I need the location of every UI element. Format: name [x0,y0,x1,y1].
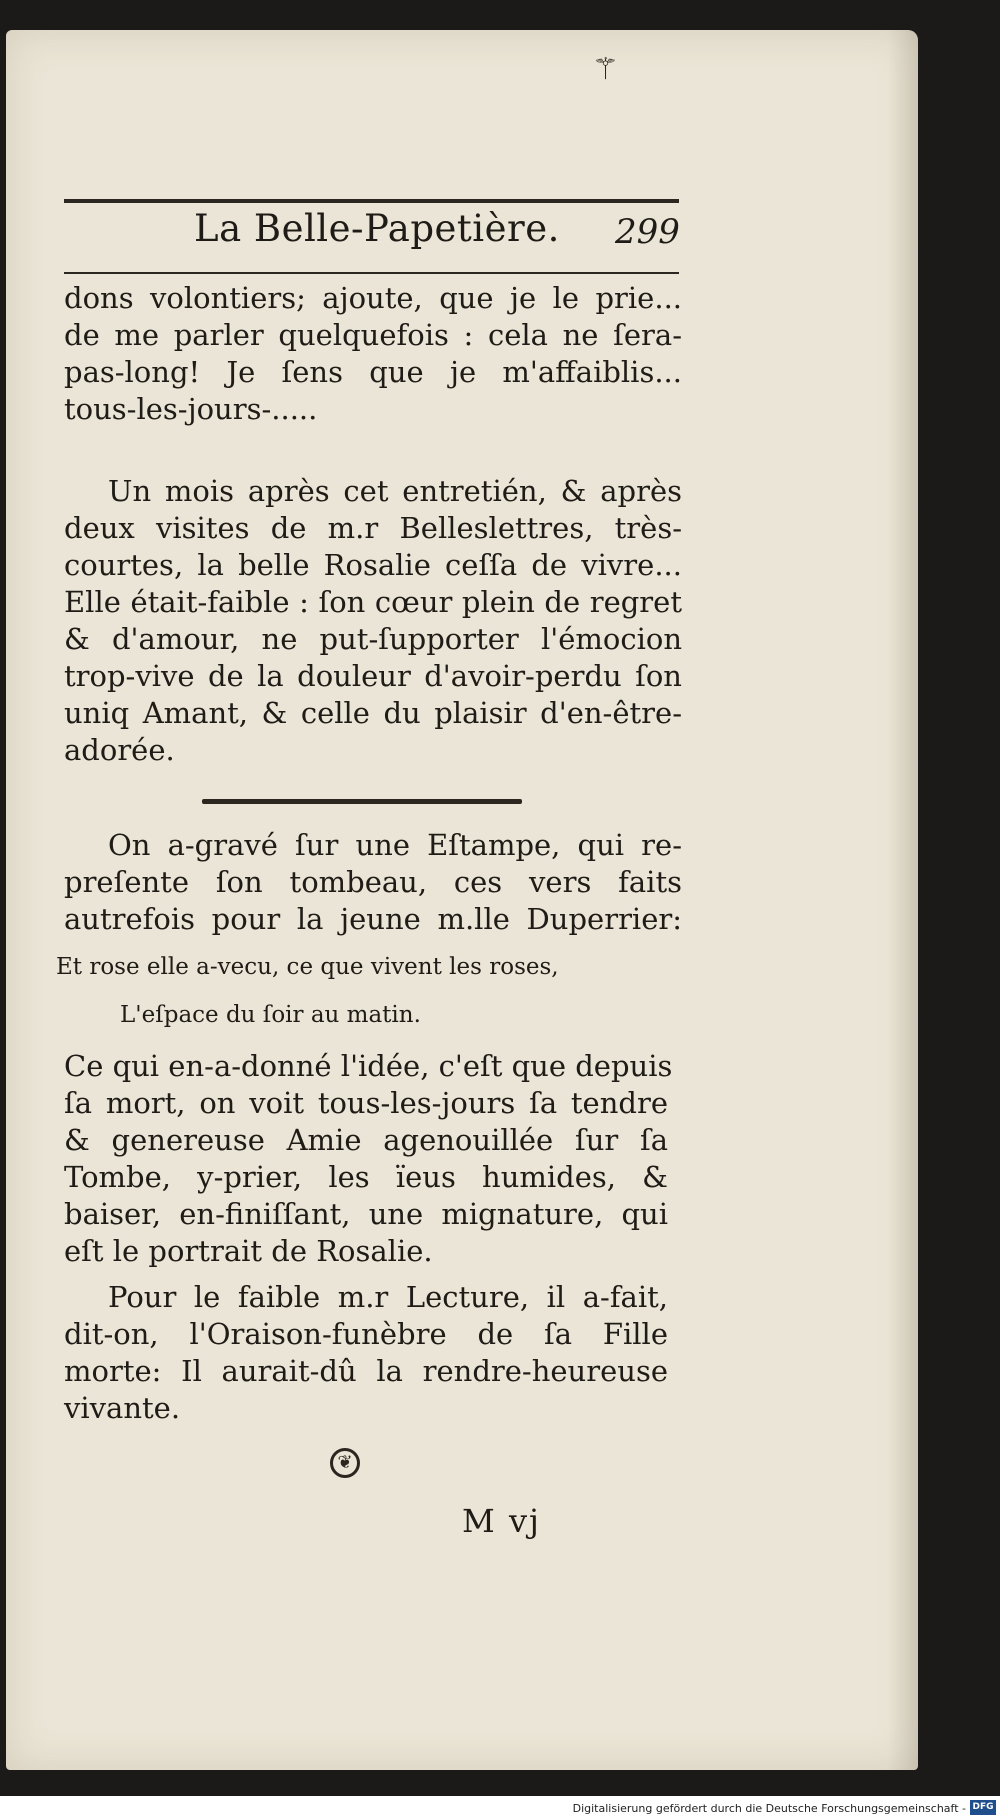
header-rule-bottom [64,272,679,274]
text-line: Pour le faible m.r Lecture, il a-fait, [108,1280,668,1314]
text-line: deux visites de m.r Belleslettres, très- [64,511,682,545]
text-line: On a-gravé ſur une Eſtampe, qui re- [108,828,682,862]
footer-bar [0,1796,1000,1818]
text-line: & genereuse Amie agenouillée ſur ſa [64,1123,668,1157]
fleuron-ornament-icon: ❦ [330,1448,360,1478]
page-number: 299 [615,212,680,252]
page-edge-shadow [888,30,918,1770]
verse-line: Et rose elle a-vecu, ce que vivent les roses, [56,954,559,980]
text-line: uniq Amant, & celle du plaisir d'en-être- [64,696,682,730]
verse-line: L'eſpace du ſoir au matin. [120,1002,421,1028]
paragraph-1 [64,280,682,428]
text-line: Un mois après cet entretién, & après [108,474,682,508]
footer-credit: Digitalisierung gefördert durch die Deutsche Forschungsgemeinschaft - [572,1802,966,1815]
text-line: autrefois pour la jeune m.lle Duperrier: [64,902,682,936]
text-line: dit-on, l'Oraison-funèbre de ſa Fille [64,1317,668,1351]
text-line: adorée. [64,733,175,767]
text-line: eſt le portrait de Rosalie. [64,1234,433,1268]
text-line: trop-vive de la douleur d'avoir-perdu ſon [64,659,682,693]
text-line: tous-les-jours-..... [64,392,318,426]
paragraph-5 [64,1279,668,1427]
paragraph-3 [64,827,682,938]
text-line: de me parler quelquefois : cela ne ſera- [64,318,682,352]
text-line: & d'amour, ne put-ſupporter l'émocion [64,622,682,656]
dfg-logo-icon: DFG [970,1800,996,1815]
text-line: dons volontiers; ajoute, que je le prie... [64,281,682,315]
text-line: ſa mort, on voit tous-les-jours ſa tendre [64,1086,668,1120]
text-line: Ce qui en-a-donné l'idée, c'eſt que depuis [64,1049,673,1083]
running-title: La Belle-Papetière. [194,207,560,250]
signature-mark: M vj [462,1502,541,1540]
text-line: vivante. [64,1391,181,1425]
text-line: morte: Il aurait-dû la rendre-heureuse [64,1354,668,1388]
header-rule-top [64,199,679,203]
paragraph-4 [64,1048,673,1270]
text-line: baiser, en-finiſſant, une mignature, qui [64,1197,668,1231]
text-line: Elle était-faible : ſon cœur plein de regret [64,585,682,619]
paragraph-2 [64,473,682,769]
text-line: preſente ſon tombeau, ces vers faits [64,865,682,899]
book-page [6,30,918,1770]
section-divider [202,799,522,804]
text-line: Tombe, y-prier, les ïeus humides, & [64,1160,668,1194]
text-line: courtes, la belle Rosalie ceſſa de vivre... [64,548,682,582]
text-line: pas-long! Je ſens que je m'affaiblis... [64,355,682,389]
top-printer-mark: ⚚ [592,52,619,87]
